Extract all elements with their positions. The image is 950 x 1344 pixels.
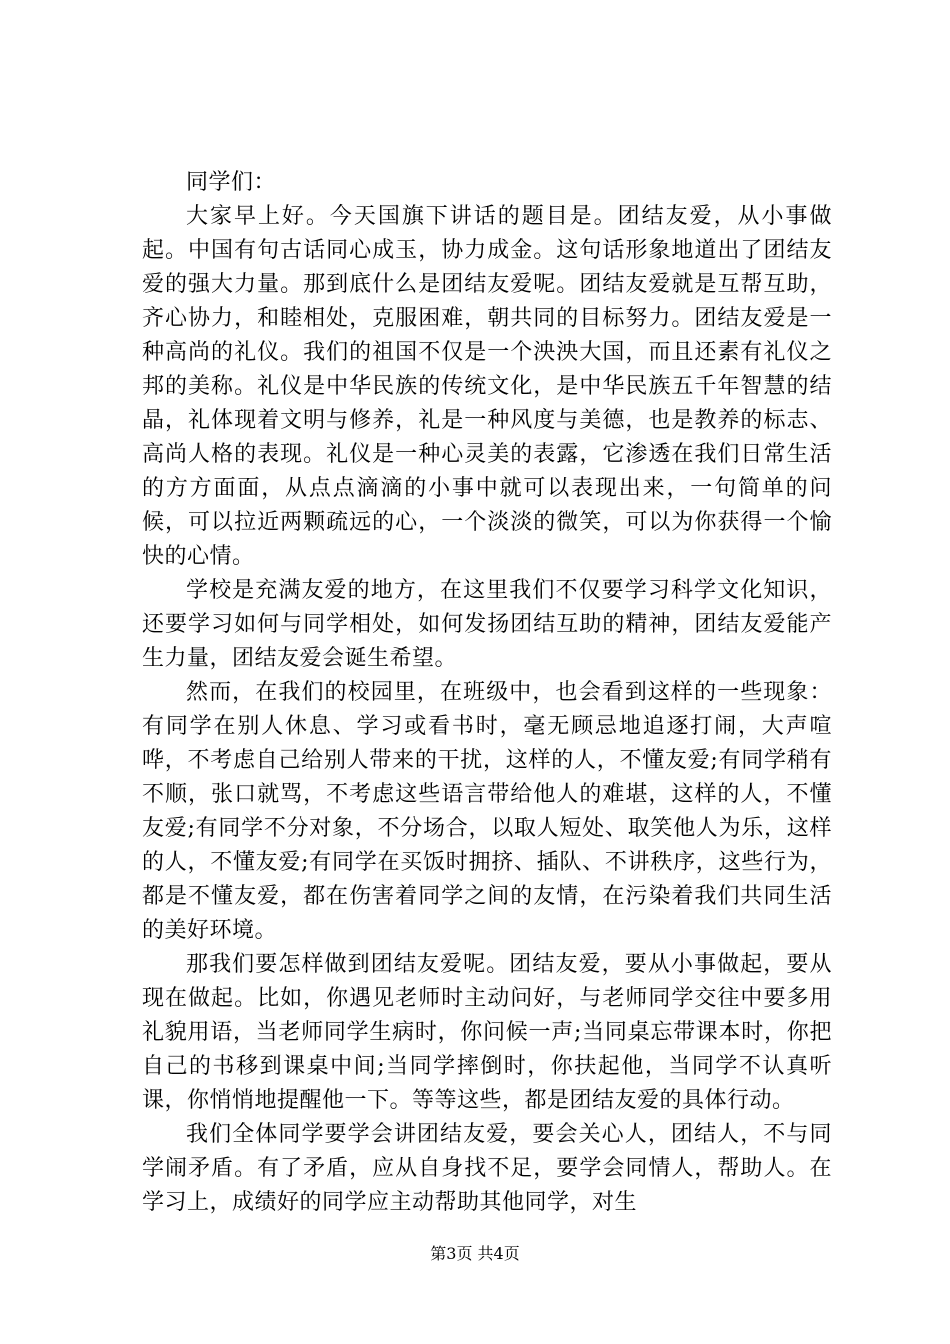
paragraph-3: 然而，在我们的校园里，在班级中，也会看到这样的一些现象：有同学在别人休息、学习或看书时，毫无顾忌地追逐打闹，大声喧哗，不考虑自己给别人带来的干扰，这样的人，不懂友爱;有同学稍有不顺，张口就骂，不考虑这些语言带给他人的难堪，这样的人，不懂友爱;有同学不分对象，不分场合，以取人短处、取笑他人为乐，这样的人，不懂友爱;有同学在买饭时拥挤、插队、不讲秩序，这些行为，都是不懂友爱，都在伤害着同学之间的友情，在污染着我们共同生活的美好环境。 xyxy=(142,680,832,943)
paragraph-1: 大家早上好。今天国旗下讲话的题目是。团结友爱，从小事做起。中国有句古话同心成玉，协力成金。这句话形象地道出了团结友爱的强大力量。那到底什么是团结友爱呢。团结友爱就是互帮互助，齐心协力，和睦相处，克服困难，朝共同的目标努力。团结友爱是一种高尚的礼仪。我们的祖国不仅是一个泱泱大国，而且还素有礼仪之邦的美称。礼仪是中华民族的传统文化，是中华民族五千年智慧的结晶，礼体现着文明与修养，礼是一种风度与美德，也是教养的标志、高尚人格的表现。礼仪是一种心灵美的表露，它渗透在我们日常生活的方方面面，从点点滴滴的小事中就可以表现出来，一句简单的问候，可以拉近两颗疏远的心，一个淡淡的微笑，可以为你获得一个愉快的心情。 xyxy=(142,204,832,569)
paragraph-2: 学校是充满友爱的地方，在这里我们不仅要学习科学文化知识，还要学习如何与同学相处，如何发扬团结互助的精神，团结友爱能产生力量，团结友爱会诞生希望。 xyxy=(142,578,832,671)
document-body xyxy=(142,166,832,1220)
paragraph-5: 我们全体同学要学会讲团结友爱，要会关心人，团结人，不与同学闹矛盾。有了矛盾，应从自身找不足，要学会同情人，帮助人。在学习上，成绩好的同学应主动帮助其他同学，对生 xyxy=(142,1122,832,1215)
greeting: 同学们： xyxy=(186,170,277,195)
page-number-footer: 第3页 共4页 xyxy=(430,1244,520,1263)
paragraph-4: 那我们要怎样做到团结友爱呢。团结友爱，要从小事做起，要从现在做起。比如，你遇见老师时主动问好，与老师同学交往中要多用礼貌用语，当老师同学生病时，你问候一声;当同桌忘带课本时，你把自己的书移到课桌中间;当同学摔倒时，你扶起他，当同学不认真听课，你悄悄地提醒他一下。等等这些，都是团结友爱的具体行动。 xyxy=(142,952,832,1113)
